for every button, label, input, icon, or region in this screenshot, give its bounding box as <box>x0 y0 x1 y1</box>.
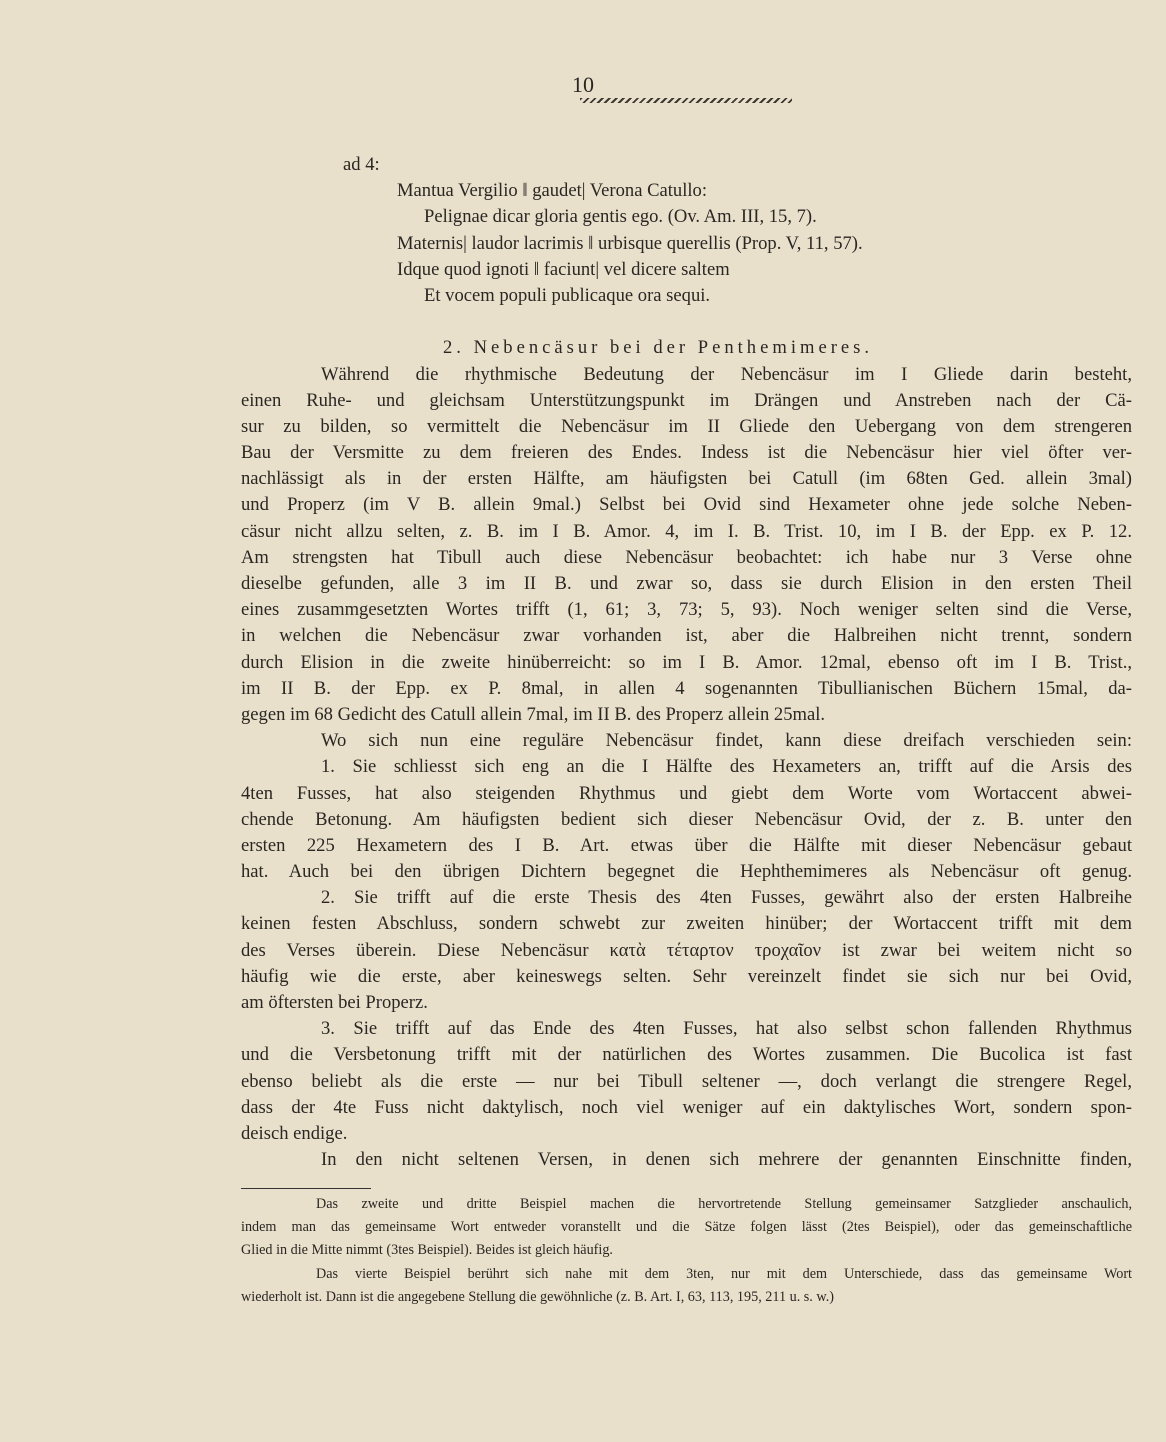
body-line: 2. Sie trifft auf die erste Thesis des 4ten Fusses, gewährt also der ersten Halbreihe <box>321 887 1132 909</box>
body-line: häufig wie die erste, aber keineswegs selten. Sehr vereinzelt findet sie sich nur bei Ovid, <box>241 965 1132 987</box>
body-line: einen Ruhe- und gleichsam Unterstützungspunkt im Drängen und Anstreben nach der Cä- <box>241 389 1132 411</box>
verse-line: Maternis| laudor lacrimis ‖ urbisque querellis (Prop. V, 11, 57). <box>397 232 863 254</box>
verse-line: Mantua Vergilio ‖ gaudet| Verona Catullo: <box>397 180 708 202</box>
body-line: ebenso beliebt als die erste — nur bei Tibull seltener —, doch verlangt die strengere Regel, <box>241 1070 1132 1092</box>
body-line: im II B. der Epp. ex P. 8mal, in allen 4 sogenannten Tibullianischen Büchern 15mal, da- <box>241 677 1132 699</box>
body-line: des Verses überein. Diese Nebencäsur κατὰ τέταρτον τροχαῖον ist zwar bei weitem nicht so <box>241 939 1132 961</box>
body-line: eines zusammgesetzten Wortes trifft (1, 61; 3, 73; 5, 93). Noch weniger selten sind die Verse, <box>241 599 1132 621</box>
body-line: Wo sich nun eine reguläre Nebencäsur findet, kann diese dreifach verschieden sein: <box>321 730 1132 752</box>
body-line: und die Versbetonung trifft mit der natürlichen des Wortes zusammen. Die Bucolica ist fast <box>241 1044 1132 1066</box>
page-number-rule <box>580 98 792 103</box>
body-line: sur zu bilden, so vermittelt die Nebencäsur im II Gliede den Uebergang von dem strengeren <box>241 415 1132 437</box>
body-line: am öftersten bei Properz. <box>241 992 428 1013</box>
body-line: Während die rhythmische Bedeutung der Nebencäsur im I Gliede darin besteht, <box>321 363 1132 385</box>
body-line: keinen festen Abschluss, sondern schwebt zur zweiten hinüber; der Wortaccent trifft mit dem <box>241 913 1132 935</box>
body-line: chende Betonung. Am häufigsten bedient sich dieser Nebencäsur Ovid, der z. B. unter den <box>241 808 1132 830</box>
footnote-line: Das vierte Beispiel berührt sich nahe mit dem 3ten, nur mit dem Unterschiede, dass das gemeinsame Wort <box>316 1265 1132 1282</box>
body-line: cäsur nicht allzu selten, z. B. im I B. Amor. 4, im I. B. Trist. 10, im I B. der Epp. ex P. 12. <box>241 520 1132 542</box>
footnote-rule <box>241 1188 371 1189</box>
body-line: hat. Auch bei den übrigen Dichtern begegnet die Hephthemimeres als Nebencäsur oft genug. <box>241 861 1132 883</box>
footnote-line: Glied in die Mitte nimmt (3tes Beispiel). Beides ist gleich häufig. <box>241 1242 613 1259</box>
body-line: In den nicht seltenen Versen, in denen sich mehrere der genannten Einschnitte finden, <box>321 1149 1132 1171</box>
body-line: gegen im 68 Gedicht des Catull allein 7mal, im II B. des Properz allein 25mal. <box>241 703 826 725</box>
main-text <box>241 152 1132 1173</box>
body-line: durch Elision in die zweite hinüberreicht: so im I B. Amor. 12mal, ebenso oft im I B. Trist., <box>241 651 1132 673</box>
body-line: dieselbe gefunden, alle 3 im II B. und zwar so, dass sie durch Elision in den ersten Theil <box>241 573 1132 594</box>
body-line: 4ten Fusses, hat also steigenden Rhythmus und giebt dem Worte vom Wortaccent abwei- <box>241 782 1132 804</box>
body-line: deisch endige. <box>241 1122 348 1144</box>
verse-line: Et vocem populi publicaque ora sequi. <box>424 284 711 306</box>
verse-line: Pelignae dicar gloria gentis ego. (Ov. Am. III, 15, 7). <box>424 206 817 228</box>
footnote-line: Das zweite und dritte Beispiel machen die hervortretende Stellung gemeinsamer Satzglieder anschaulich, <box>316 1196 1132 1212</box>
body-line: dass der 4te Fuss nicht daktylisch, noch viel weniger auf ein daktylisches Wort, sondern spon- <box>241 1096 1132 1118</box>
footnotes <box>241 1193 1132 1309</box>
body-line: nachlässigt als in der ersten Hälfte, am häufigsten bei Catull (im 68ten Ged. allein 3mal) <box>241 468 1132 490</box>
footnote-line: indem man das gemeinsame Wort entweder voranstellt und die Sätze folgen lässt (2tes Beispiel), oder das gemeinschaftliche <box>241 1219 1132 1236</box>
body-line: in welchen die Nebencäsur zwar vorhanden ist, aber die Halbreihen nicht trennt, sondern <box>241 625 1132 647</box>
intro-label: ad 4: <box>343 154 380 175</box>
page-number: 10 <box>572 72 594 97</box>
body-line: Bau der Versmitte zu dem freieren des Endes. Indess ist die Nebencäsur hier viel öfter ver- <box>241 442 1132 464</box>
spacer <box>241 309 1132 335</box>
body-line: und Properz (im V B. allein 9mal.) Selbst bei Ovid sind Hexameter ohne jede solche Neben- <box>241 494 1132 516</box>
body-line: Am strengsten hat Tibull auch diese Nebencäsur beobachtet: ich habe nur 3 Verse ohne <box>241 546 1132 568</box>
body-line: ersten 225 Hexametern des I B. Art. etwas über die Hälfte mit dieser Nebencäsur gebaut <box>241 834 1132 856</box>
body-line: 3. Sie trifft auf das Ende des 4ten Fusses, hat also selbst schon fallenden Rhythmus <box>321 1018 1132 1040</box>
section-heading: 2. Nebencäsur bei der Penthemimeres. <box>443 337 874 359</box>
footnote-line: wiederholt ist. Dann ist die angegebene Stellung die gewöhnliche (z. B. Art. I, 63, 113, 195, 211 u. s. w.) <box>241 1288 834 1305</box>
verse-line: Idque quod ignoti ‖ faciunt| vel dicere saltem <box>397 258 730 280</box>
body-line: 1. Sie schliesst sich eng an die I Hälfte des Hexameters an, trifft auf die Arsis des <box>321 756 1132 778</box>
